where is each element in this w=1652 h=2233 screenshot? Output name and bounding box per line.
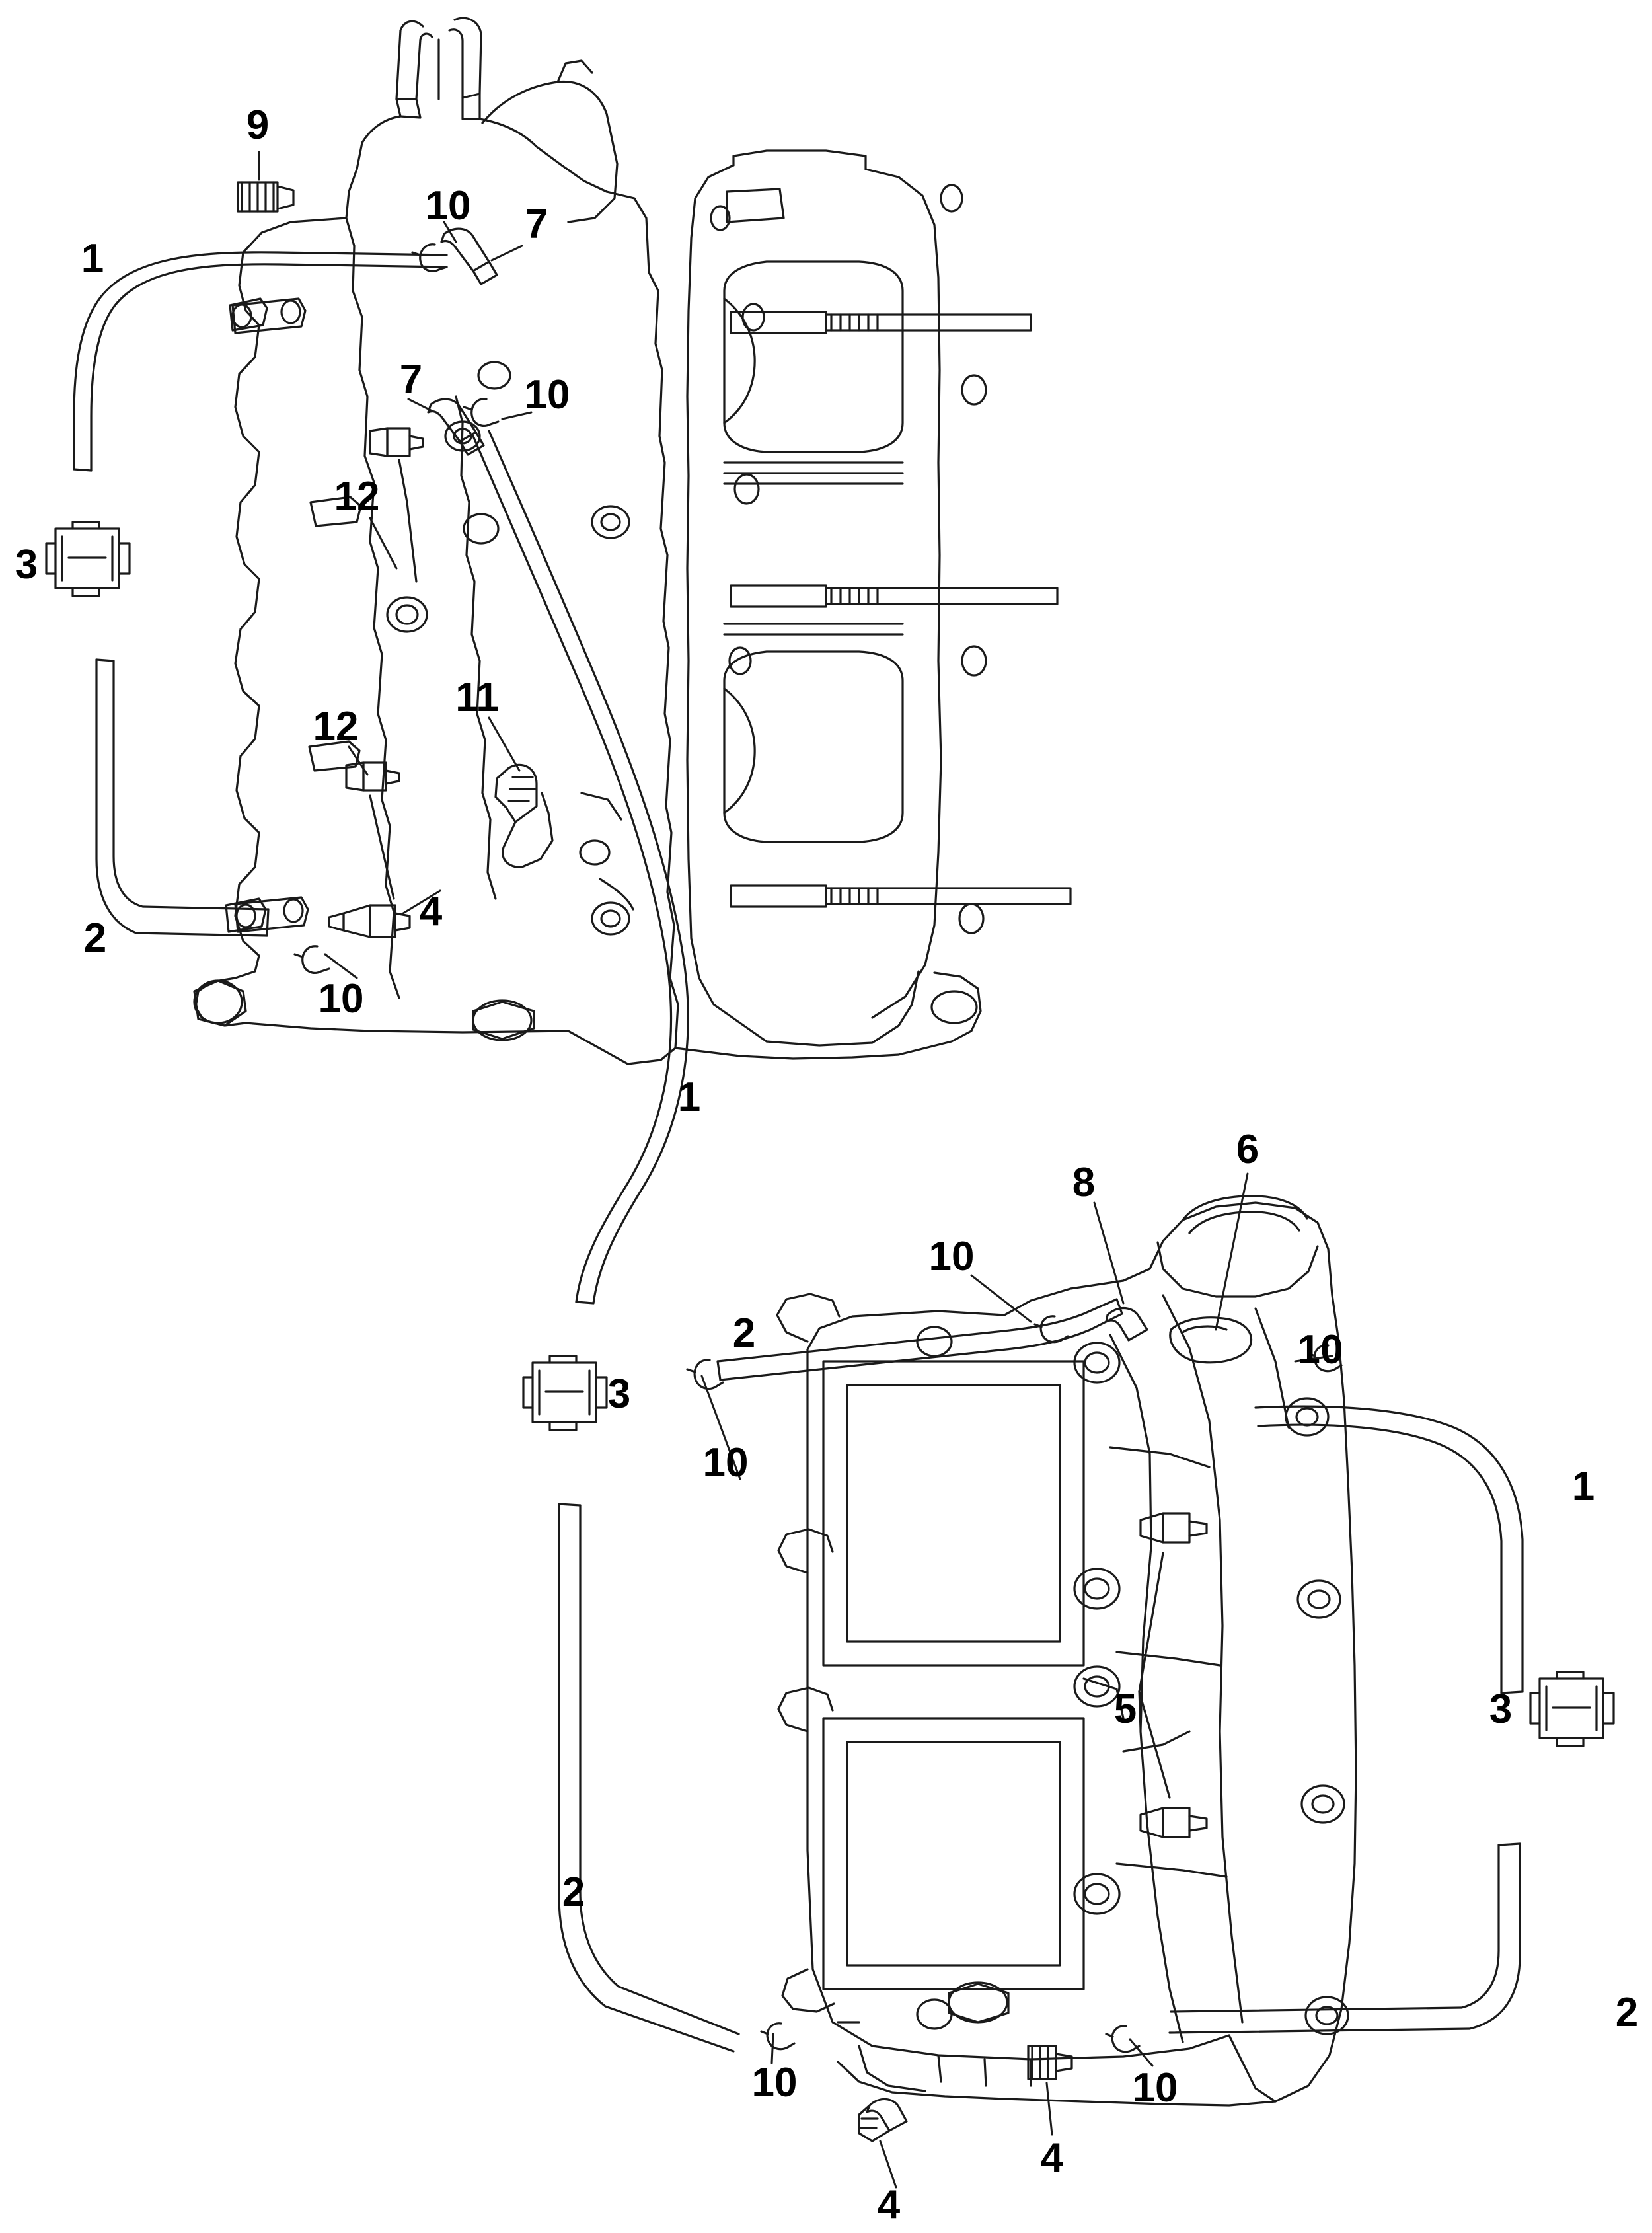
part-11-fitting xyxy=(496,765,552,867)
part-8-fitting xyxy=(1106,1308,1147,1341)
callout-3-c: 3 xyxy=(1489,1686,1513,1732)
head-studs xyxy=(731,312,1070,907)
part-10-clip-h xyxy=(1106,2026,1139,2052)
callout-2-b: 2 xyxy=(732,1310,756,1356)
callout-6: 6 xyxy=(1236,1127,1259,1172)
part-7-fitting-top xyxy=(441,229,497,284)
callout-2-a: 2 xyxy=(83,915,107,961)
callout-10-d: 10 xyxy=(928,1234,975,1279)
callout-1-b: 1 xyxy=(677,1075,701,1120)
hose-2-upper xyxy=(96,660,268,936)
part-10-clip-g xyxy=(761,2024,794,2049)
hose-1-upper xyxy=(74,252,447,471)
callout-2-c: 2 xyxy=(562,1870,585,1915)
callout-10-c: 10 xyxy=(318,976,364,1022)
callout-1-a: 1 xyxy=(81,236,104,282)
callout-10-g: 10 xyxy=(751,2060,798,2105)
upper-engine-block xyxy=(194,18,1070,1064)
part-9-plug xyxy=(238,182,293,211)
callout-3-b: 3 xyxy=(607,1371,631,1417)
callout-10-e: 10 xyxy=(1297,1327,1343,1373)
part-10-clip-c xyxy=(295,946,329,973)
callout-10-a: 10 xyxy=(425,183,471,229)
part-12-screw-b xyxy=(346,763,399,899)
callout-4-b: 4 xyxy=(1040,2135,1064,2181)
callout-1-c: 1 xyxy=(1571,1464,1595,1509)
tube-11 xyxy=(473,431,688,1303)
hose-1-lower xyxy=(1256,1406,1522,1693)
callout-5: 5 xyxy=(1113,1686,1137,1732)
part-4-fitting-lower-left xyxy=(859,2099,907,2141)
part-4-fitting-upper xyxy=(329,905,410,937)
hose-2-lower-left xyxy=(559,1504,739,2051)
callout-7-a: 7 xyxy=(525,202,548,247)
callout-12-b: 12 xyxy=(313,704,359,749)
callout-4-a: 4 xyxy=(419,889,443,934)
part-5-fitting-b xyxy=(1141,1808,1207,1837)
callout-10-h: 10 xyxy=(1132,2065,1178,2111)
lower-crankcase-block xyxy=(777,1196,1356,2105)
callout-7-b: 7 xyxy=(399,357,423,402)
callout-11: 11 xyxy=(455,675,499,720)
part-6-plate xyxy=(1170,1318,1252,1363)
callout-10-b: 10 xyxy=(524,372,570,418)
part-3-clamp-lower-right xyxy=(1530,1672,1614,1746)
part-3-clamp-lower-left xyxy=(523,1356,607,1430)
part-4-fitting-lower-right xyxy=(1028,2046,1072,2079)
callout-8: 8 xyxy=(1072,1160,1096,1205)
callout-12-a: 12 xyxy=(334,474,380,519)
part-3-clamp-upper xyxy=(46,522,130,596)
callout-4-c: 4 xyxy=(877,2182,901,2228)
callout-2-d: 2 xyxy=(1615,1990,1639,2035)
callout-leaders xyxy=(259,152,1332,2187)
callout-3-a: 3 xyxy=(15,542,38,587)
callout-9: 9 xyxy=(246,102,270,148)
callout-10-f: 10 xyxy=(702,1440,749,1486)
